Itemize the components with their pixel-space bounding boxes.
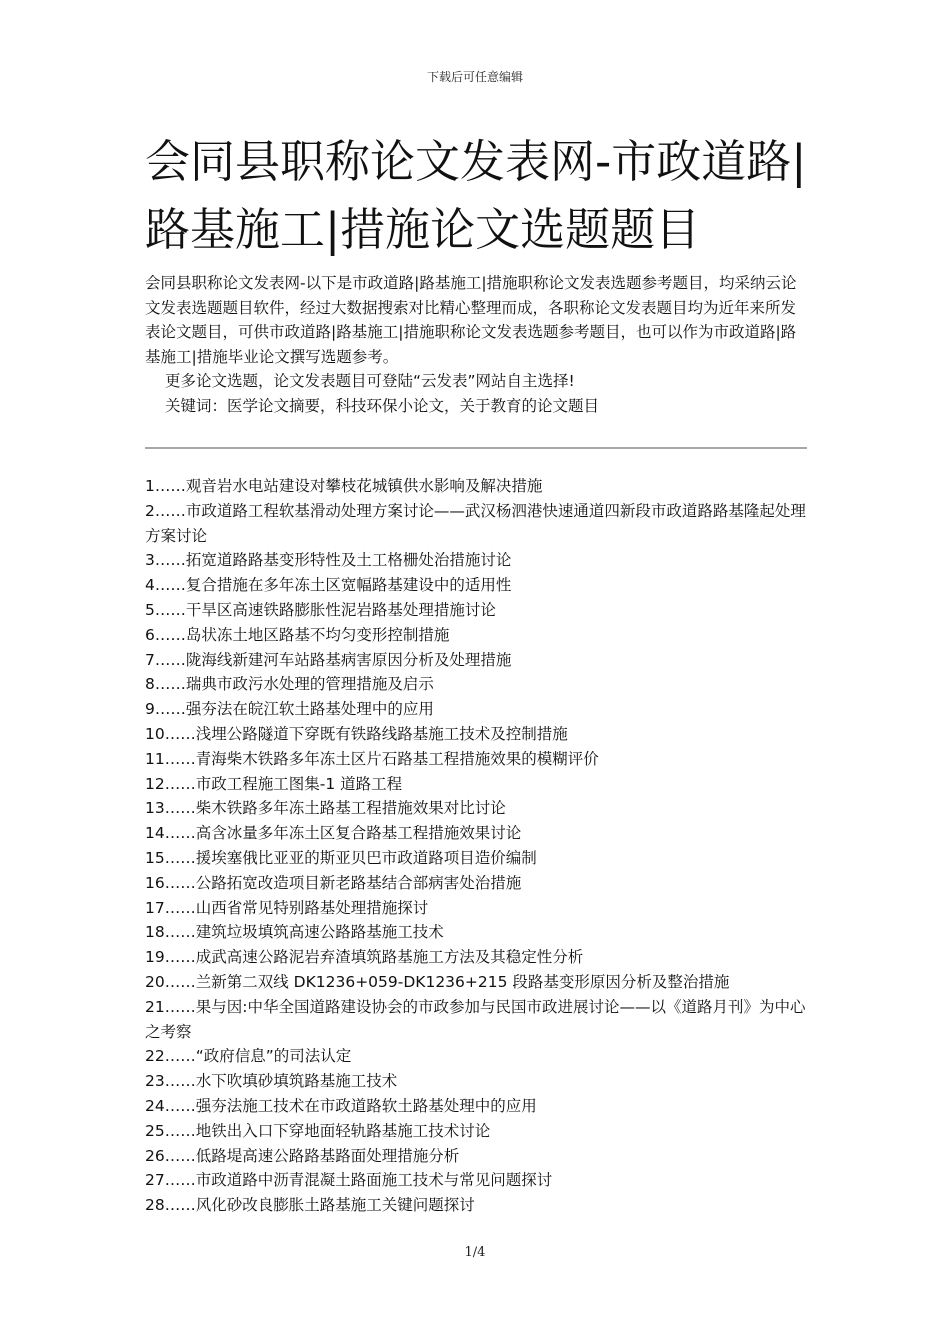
list-item: 9……强夯法在皖江软土路基处理中的应用	[145, 700, 434, 719]
topic-list	[145, 474, 810, 1218]
list-item: 13……柴木铁路多年冻土路基工程措施效果对比讨论	[145, 799, 506, 818]
intro-section	[145, 271, 807, 418]
list-item: 19……成武高速公路泥岩弃渣填筑路基施工方法及其稳定性分析	[145, 948, 584, 967]
list-item: 10……浅埋公路隧道下穿既有铁路线路基施工技术及控制措施	[145, 724, 568, 743]
list-item: 15……援埃塞俄比亚亚的斯亚贝巴市政道路项目造价编制	[145, 848, 537, 867]
list-item: 21……果与因:中华全国道路建设协会的市政参加与民国市政进展讨论——以《道路月刊》为中心之考察	[145, 997, 806, 1041]
header-note: 下载后可任意编辑	[426, 70, 523, 84]
list-item: 6……岛状冻土地区路基不均匀变形控制措施	[145, 625, 450, 644]
list-item: 14……高含冰量多年冻土区复合路基工程措施效果讨论	[145, 824, 522, 843]
list-item: 28……风化砂改良膨胀土路基施工关键问题探讨	[145, 1196, 475, 1215]
list-item: 17……山西省常见特别路基处理措施探讨	[145, 898, 429, 917]
page-number: 1/4	[464, 1245, 486, 1260]
list-item: 8……瑞典市政污水处理的管理措施及启示	[145, 675, 434, 694]
intro-paragraph: 会同县职称论文发表网-以下是市政道路|路基施工|措施职称论文发表选题参考题目，均采纳云论文发表选题题目软件，经过大数据搜索对比精心整理而成，各职称论文发表题目均为近年来所发表论文题目，可供市政道路|路基施工|措施职称论文发表选题参考题目，也可以作为市政道路|路基施工|措施毕业论文撰写选题参考。	[145, 274, 797, 366]
list-item: 23……水下吹填砂填筑路基施工技术	[145, 1072, 398, 1091]
list-item: 3……拓宽道路路基变形特性及土工格栅处治措施讨论	[145, 551, 512, 570]
section-divider	[145, 447, 807, 449]
list-item: 18……建筑垃圾填筑高速公路路基施工技术	[145, 923, 444, 942]
list-item: 27……市政道路中沥青混凝土路面施工技术与常见问题探讨	[145, 1171, 553, 1190]
more-topics-note: 更多论文选题，论文发表题目可登陆“云发表”网站自主选择!	[165, 372, 575, 390]
list-item: 20……兰新第二双线 DK1236+059-DK1236+215 段路基变形原因分析及整治措施	[145, 972, 730, 991]
list-item: 22……“政府信息”的司法认定	[145, 1047, 352, 1066]
list-item: 16……公路拓宽改造项目新老路基结合部病害处治措施	[145, 873, 522, 892]
list-item: 11……青海柴木铁路多年冻土区片石路基工程措施效果的模糊评价	[145, 749, 599, 768]
list-item: 26……低路堤高速公路路基路面处理措施分析	[145, 1146, 460, 1165]
keywords-line: 关键词：医学论文摘要，科技环保小论文，关于教育的论文题目	[165, 396, 600, 415]
list-item: 12……市政工程施工图集-1 道路工程	[145, 774, 403, 793]
list-item: 24……强夯法施工技术在市政道路软土路基处理中的应用	[145, 1096, 537, 1115]
page-title: 会同县职称论文发表网-市政道路|路基施工|措施论文选题题目	[145, 135, 807, 256]
list-item: 4……复合措施在多年冻土区宽幅路基建设中的适用性	[145, 576, 512, 595]
list-item: 1……观音岩水电站建设对攀枝花城镇供水影响及解决措施	[145, 477, 543, 495]
list-item: 7……陇海线新建河车站路基病害原因分析及处理措施	[145, 650, 512, 669]
list-item: 2……市政道路工程软基滑动处理方案讨论——武汉杨泗港快速通道四新段市政道路路基隆起处理方案讨论	[145, 501, 806, 545]
list-item: 5……干旱区高速铁路膨胀性泥岩路基处理措施讨论	[145, 600, 496, 619]
list-item: 25……地铁出入口下穿地面轻轨路基施工技术讨论	[145, 1121, 491, 1140]
